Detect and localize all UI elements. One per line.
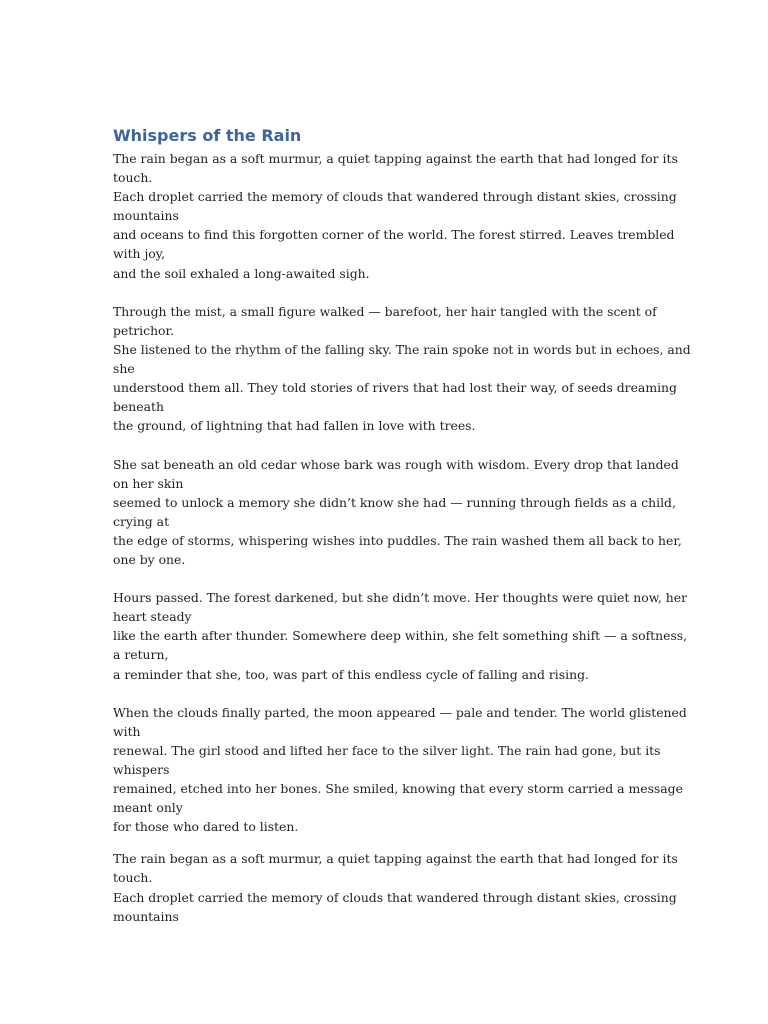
paragraph-spacer — [113, 569, 658, 588]
paragraph-line: Each droplet carried the memory of clouds that wandered through distant skies, crossing — [113, 189, 677, 205]
paragraph-line: on her skin — [113, 475, 184, 491]
paragraph-line: a reminder that she, too, was part of this endless cycle of falling and rising. — [113, 666, 589, 682]
paragraph-2 — [113, 302, 691, 436]
paragraph-1 — [113, 149, 678, 283]
paragraph-line: She sat beneath an old cedar whose bark was rough with wisdom. Every drop that landed — [113, 456, 679, 472]
paragraph-line: remained, etched into her bones. She smiled, knowing that every storm carried a message — [113, 781, 683, 797]
paragraph-line: meant only — [113, 800, 183, 816]
paragraph-line: crying at — [113, 513, 170, 529]
paragraph-line: with — [113, 723, 141, 739]
paragraph-line: touch. — [113, 170, 153, 186]
paragraph-line: Hours passed. The forest darkened, but she didn’t move. Her thoughts were quiet now, her — [113, 590, 687, 606]
paragraph-line: mountains — [113, 208, 179, 224]
paragraph-line: she — [113, 361, 135, 377]
paragraph-line: touch. — [113, 870, 153, 886]
paragraph-line: petrichor. — [113, 322, 175, 338]
paragraph-line: with joy, — [113, 246, 166, 262]
document-page — [113, 124, 691, 926]
paragraph-line: like the earth after thunder. Somewhere deep within, she felt something shift — a softness, — [113, 628, 688, 644]
paragraph-line: understood them all. They told stories of rivers that had lost their way, of seeds dreaming — [113, 380, 677, 396]
paragraph-line: She listened to the rhythm of the falling sky. The rain spoke not in words but in echoes, and — [113, 341, 691, 357]
paragraph-line: a return, — [113, 647, 169, 663]
paragraph-line: the edge of storms, whispering wishes into puddles. The rain washed them all back to her, — [113, 532, 682, 548]
paragraph-spacer — [113, 836, 658, 849]
paragraph-line: Each droplet carried the memory of clouds that wandered through distant skies, crossing — [113, 889, 677, 905]
paragraph-line: one by one. — [113, 551, 186, 567]
paragraph-3 — [113, 455, 682, 570]
paragraph-5 — [113, 703, 687, 837]
paragraph-line: When the clouds finally parted, the moon appeared — pale and tender. The world glistened — [113, 704, 687, 720]
paragraph-line: renewal. The girl stood and lifted her face to the silver light. The rain had gone, but its — [113, 742, 661, 758]
paragraph-line: Through the mist, a small figure walked — barefoot, her hair tangled with the scent of — [113, 303, 657, 319]
paragraph-line: the ground, of lightning that had fallen in love with trees. — [113, 418, 476, 434]
paragraph-spacer — [113, 684, 658, 703]
paragraph-line: whispers — [113, 762, 170, 777]
paragraph-line: The rain began as a soft murmur, a quiet tapping against the earth that had longed for its — [113, 151, 678, 166]
paragraph-line: heart steady — [113, 609, 192, 625]
paragraph-line: seemed to unlock a memory she didn’t know she had — running through fields as a child, — [113, 494, 676, 510]
paragraph-line: and the soil exhaled a long-awaited sigh. — [113, 265, 370, 281]
document-title: Whispers of the Rain — [113, 126, 302, 145]
paragraph-line: The rain began as a soft murmur, a quiet tapping against the earth that had longed for its — [113, 851, 678, 867]
paragraph-6 — [113, 849, 678, 925]
paragraph-line: and oceans to find this forgotten corner of the world. The forest stirred. Leaves trembled — [113, 227, 675, 243]
paragraph-line: mountains — [113, 908, 179, 924]
paragraph-4 — [113, 588, 688, 683]
paragraph-line: for those who dared to listen. — [113, 819, 299, 835]
paragraph-spacer — [113, 435, 658, 454]
paragraph-line: beneath — [113, 399, 164, 415]
paragraph-spacer — [113, 283, 658, 302]
